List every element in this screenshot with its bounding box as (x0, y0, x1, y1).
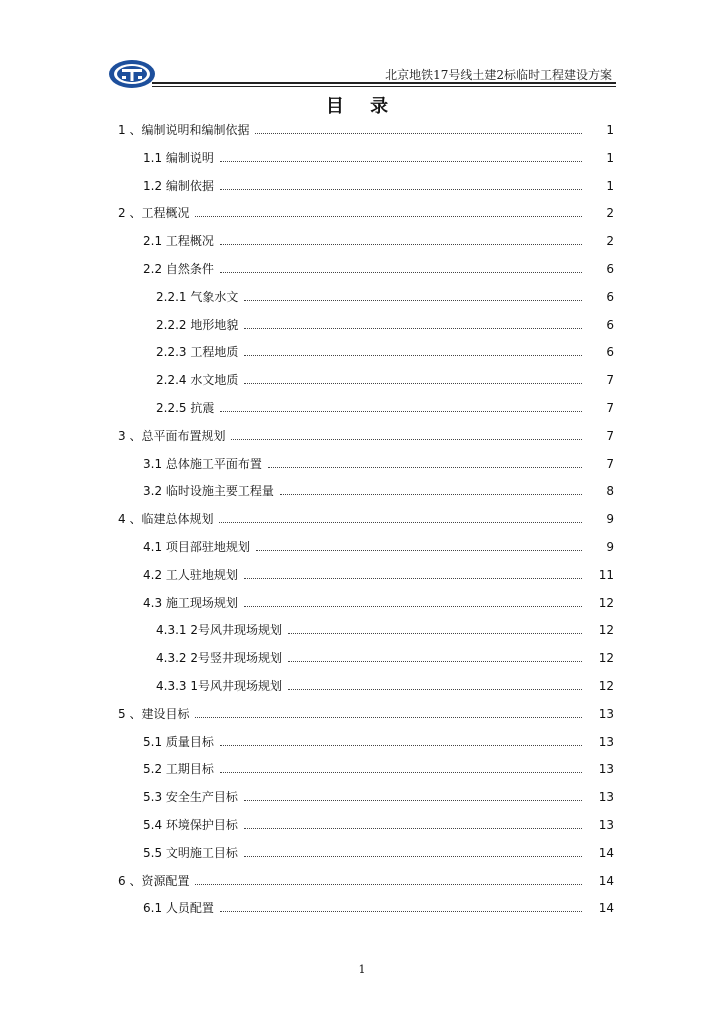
toc-entry-page: 8 (606, 484, 614, 498)
toc-entry-page: 7 (606, 373, 614, 387)
toc-entry-label: 4.3.2 2号竖井现场规划 (156, 651, 282, 665)
toc-entry[interactable] (156, 284, 614, 304)
toc-entry-page: 13 (598, 818, 614, 832)
toc-entry[interactable] (143, 784, 614, 804)
toc-entry-page: 2 (606, 234, 614, 248)
toc-entry-page: 6 (606, 318, 614, 332)
toc-entry-label: 3 、总平面布置规划 (118, 429, 226, 443)
toc-entry[interactable] (143, 562, 614, 582)
toc-dot-leader (244, 577, 582, 579)
toc-dot-leader (220, 271, 582, 273)
toc-dot-leader (220, 188, 582, 190)
toc-entry-label: 5 、建设目标 (118, 707, 190, 721)
toc-entry-label: 2.1 工程概况 (143, 234, 214, 248)
toc-entry[interactable] (118, 423, 614, 443)
toc-entry[interactable] (118, 200, 614, 220)
toc-entry-label: 2.2.3 工程地质 (156, 345, 239, 359)
toc-entry[interactable] (143, 173, 614, 193)
toc-entry-page: 11 (598, 568, 614, 582)
toc-dot-leader (244, 354, 582, 356)
toc-dot-leader (256, 549, 582, 551)
toc-entry[interactable] (156, 312, 614, 332)
toc-entry-label: 4.1 项目部驻地规划 (143, 540, 250, 554)
toc-entry-label: 1 、编制说明和编制依据 (118, 123, 250, 137)
toc-dot-leader (195, 215, 582, 217)
toc-entry[interactable] (143, 812, 614, 832)
toc-dot-leader (220, 160, 582, 162)
toc-entry[interactable] (143, 756, 614, 776)
toc-dot-leader (231, 438, 582, 440)
toc-dot-leader (220, 744, 582, 746)
toc-entry-label: 4 、临建总体规划 (118, 512, 214, 526)
toc-entry-page: 13 (598, 790, 614, 804)
toc-entry-label: 3.1 总体施工平面布置 (143, 457, 262, 471)
toc-entry-page: 14 (598, 874, 614, 888)
toc-entry-label: 5.5 文明施工目标 (143, 846, 238, 860)
toc-entry-label: 5.1 质量目标 (143, 735, 214, 749)
toc-entry-page: 6 (606, 345, 614, 359)
toc-entry-page: 12 (598, 651, 614, 665)
toc-dot-leader (244, 382, 582, 384)
toc-entry-label: 2.2.4 水文地质 (156, 373, 239, 387)
toc-entry-label: 2.2.1 气象水文 (156, 290, 239, 304)
toc-entry-page: 13 (598, 707, 614, 721)
toc-entry-label: 1.1 编制说明 (143, 151, 214, 165)
toc-entry-label: 1.2 编制依据 (143, 179, 214, 193)
toc-entry-page: 13 (598, 762, 614, 776)
toc-entry[interactable] (156, 617, 614, 637)
toc-entry-page: 7 (606, 429, 614, 443)
toc-dot-leader (220, 243, 582, 245)
toc-entry-label: 4.3.3 1号风井现场规划 (156, 679, 282, 693)
toc-entry-page: 12 (598, 623, 614, 637)
toc-entry[interactable] (143, 145, 614, 165)
toc-dot-leader (288, 688, 582, 690)
toc-dot-leader (220, 910, 582, 912)
company-logo-icon (108, 59, 156, 89)
toc-entry[interactable] (156, 673, 614, 693)
toc-dot-leader (220, 410, 582, 412)
toc-dot-leader (195, 716, 582, 718)
toc-dot-leader (195, 883, 582, 885)
toc-entry-page: 1 (606, 179, 614, 193)
toc-entry-page: 7 (606, 401, 614, 415)
toc-entry-label: 4.3 施工现场规划 (143, 596, 238, 610)
toc-entry-label: 6.1 人员配置 (143, 901, 214, 915)
page-header (108, 56, 616, 88)
toc-entry-page: 14 (598, 901, 614, 915)
toc-entry[interactable] (118, 117, 614, 137)
toc-dot-leader (244, 605, 582, 607)
toc-entry[interactable] (143, 729, 614, 749)
toc-dot-leader (244, 827, 582, 829)
toc-entry-page: 14 (598, 846, 614, 860)
toc-dot-leader (280, 493, 582, 495)
toc-dot-leader (220, 771, 582, 773)
toc-entry-page: 9 (606, 512, 614, 526)
toc-entry[interactable] (143, 840, 614, 860)
toc-entry-label: 5.2 工期目标 (143, 762, 214, 776)
toc-entry-label: 2.2.5 抗震 (156, 401, 215, 415)
toc-entry-page: 1 (606, 151, 614, 165)
document-header-title: 北京地铁17号线土建2标临时工程建设方案 (385, 68, 612, 82)
toc-entry[interactable] (143, 895, 614, 915)
toc-entry-label: 2.2.2 地形地貌 (156, 318, 239, 332)
toc-entry-page: 6 (606, 262, 614, 276)
toc-entry[interactable] (143, 478, 614, 498)
toc-entry[interactable] (143, 228, 614, 248)
page-number: 1 (358, 963, 366, 976)
toc-entry-label: 5.3 安全生产目标 (143, 790, 238, 804)
toc-entry[interactable] (156, 339, 614, 359)
toc-entry-page: 12 (598, 596, 614, 610)
toc-dot-leader (219, 521, 582, 523)
toc-entry[interactable] (156, 367, 614, 387)
toc-entry-page: 7 (606, 457, 614, 471)
toc-entry-label: 4.3.1 2号风井现场规划 (156, 623, 282, 637)
toc-dot-leader (244, 299, 582, 301)
header-divider (152, 82, 616, 84)
toc-entry[interactable] (143, 451, 614, 471)
toc-entry[interactable] (143, 534, 614, 554)
toc-dot-leader (244, 327, 582, 329)
toc-dot-leader (268, 466, 582, 468)
toc-entry-page: 12 (598, 679, 614, 693)
toc-dot-leader (288, 660, 582, 662)
toc-dot-leader (244, 799, 582, 801)
toc-entry[interactable] (143, 256, 614, 276)
header-divider-thin (152, 86, 616, 87)
toc-entry[interactable] (118, 701, 614, 721)
toc-entry-label: 4.2 工人驻地规划 (143, 568, 238, 582)
toc-entry[interactable] (156, 645, 614, 665)
toc-heading: 目 录 (325, 96, 399, 117)
toc-entry-page: 13 (598, 735, 614, 749)
toc-entry-label: 2 、工程概况 (118, 206, 190, 220)
toc-entry[interactable] (118, 868, 614, 888)
toc-entry-label: 6 、资源配置 (118, 874, 190, 888)
toc-entry-page: 9 (606, 540, 614, 554)
toc-entry-page: 6 (606, 290, 614, 304)
toc-entry-page: 1 (606, 123, 614, 137)
toc-entry-label: 2.2 自然条件 (143, 262, 214, 276)
toc-dot-leader (288, 632, 582, 634)
toc-dot-leader (255, 132, 582, 134)
toc-entry[interactable] (118, 506, 614, 526)
toc-entry-label: 3.2 临时设施主要工程量 (143, 484, 274, 498)
toc-entry[interactable] (156, 395, 614, 415)
toc-entry-page: 2 (606, 206, 614, 220)
toc-entry-label: 5.4 环境保护目标 (143, 818, 238, 832)
toc-entry[interactable] (143, 590, 614, 610)
toc-dot-leader (244, 855, 582, 857)
